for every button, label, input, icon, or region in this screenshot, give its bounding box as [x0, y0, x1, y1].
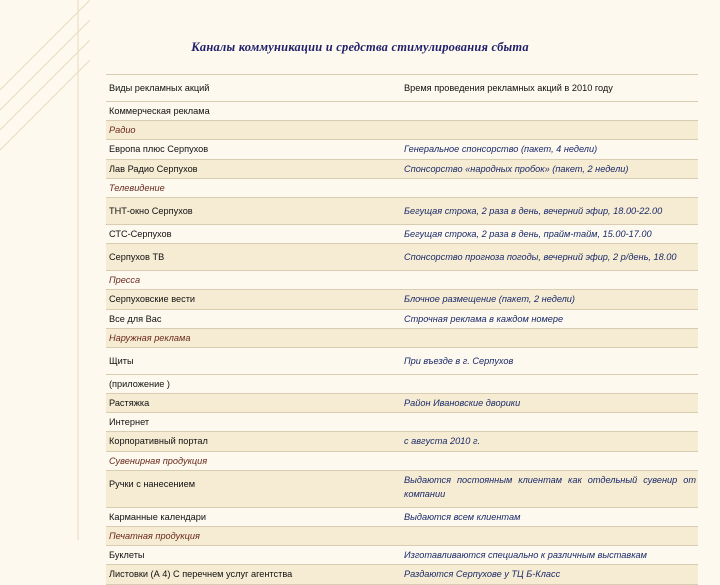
category-row	[106, 452, 698, 471]
cell-activity: СТС-Серпухов	[109, 228, 172, 239]
cell-activity: Лав Радио Серпухов	[109, 163, 198, 174]
category-row	[106, 121, 698, 140]
cell-activity: Наружная реклама	[109, 332, 191, 343]
table-row	[106, 565, 698, 584]
cell-time: Бегущая строка, 2 раза в день, прайм-тайм, 15.00-17.00	[404, 228, 652, 239]
cell-activity: Серпухов ТВ	[109, 252, 165, 263]
cell-activity: Корпоративный портал	[109, 436, 208, 447]
table-row	[106, 310, 698, 329]
cell-time: Спонсорство «народных пробок» (пакет, 2 недели)	[404, 163, 629, 174]
table-row	[106, 375, 698, 394]
table-row	[106, 290, 698, 309]
cell-activity: Интернет	[109, 417, 150, 428]
table-row	[106, 225, 698, 244]
cell-activity: Листовки (А 4) С перечнем услуг агентства	[109, 569, 293, 580]
cell-time: Бегущая строка, 2 раза в день, вечерний эфир, 18.00-22.00	[404, 205, 663, 216]
page-title: Каналы коммуникации и средства стимулирования сбыта	[191, 40, 529, 54]
table-row	[106, 508, 698, 527]
category-row	[106, 271, 698, 290]
cell-activity: Ручки с нанесением	[109, 478, 196, 489]
cell-time: Раздаются Серпухове у ТЦ Б-Класс	[404, 569, 561, 580]
cell-time: Изготавливаются специально к различным выставкам	[404, 550, 647, 561]
table-row	[106, 198, 698, 225]
header-col-types: Виды рекламных акций	[109, 83, 210, 93]
cell-time: Блочное размещение (пакет, 2 недели)	[404, 294, 575, 305]
table-row	[106, 394, 698, 413]
cell-activity: (приложение )	[109, 378, 170, 389]
corner-decoration	[0, 0, 90, 540]
table-row	[106, 140, 698, 159]
cell-time: с августа 2010 г.	[404, 436, 481, 447]
cell-time: Строчная реклама в каждом номере	[404, 313, 564, 324]
cell-time: При въезде в г. Серпухов	[404, 355, 514, 366]
table-row	[106, 348, 698, 375]
table-row	[106, 160, 698, 179]
cell-time: Спонсорство прогноза погоды, вечерний эфир, 2 р/день, 18.00	[404, 252, 677, 263]
table-row	[106, 244, 698, 271]
cell-time: Выдаются всем клиентам	[404, 511, 521, 522]
cell-activity: Растяжка	[109, 398, 150, 409]
cell-activity: Буклеты	[109, 550, 145, 561]
cell-activity: Щиты	[109, 355, 134, 366]
campaign-table	[106, 74, 698, 585]
category-row	[106, 329, 698, 348]
table-row	[106, 546, 698, 565]
table-row	[106, 102, 698, 121]
cell-activity: Пресса	[109, 275, 141, 286]
category-row	[106, 527, 698, 546]
cell-activity: Радио	[109, 125, 136, 136]
cell-activity: ТНТ-окно Серпухов	[109, 205, 193, 216]
table-header	[106, 74, 698, 102]
table-row	[106, 413, 698, 432]
table-row	[106, 471, 698, 508]
cell-activity: Печатная продукция	[109, 531, 200, 541]
cell-activity: Европа плюс Серпухов	[109, 144, 209, 155]
cell-activity: Коммерческая реклама	[109, 106, 210, 116]
header-col-time: Время проведения рекламных акций в 2010 году	[404, 83, 613, 93]
cell-time: Генеральное спонсорство (пакет, 4 недели)	[404, 144, 598, 155]
cell-activity: Телевидение	[109, 182, 165, 193]
category-row	[106, 179, 698, 198]
cell-time: Выдаются постоянным клиентам как отдельный сувенир от компании	[404, 474, 696, 499]
cell-activity: Сувенирная продукция	[109, 455, 208, 466]
cell-activity: Все для Вас	[109, 313, 162, 324]
cell-time: Район Ивановские дворики	[404, 398, 521, 409]
cell-activity: Серпуховские вести	[109, 294, 196, 305]
cell-activity: Карманные календари	[109, 511, 206, 522]
table-row	[106, 432, 698, 451]
